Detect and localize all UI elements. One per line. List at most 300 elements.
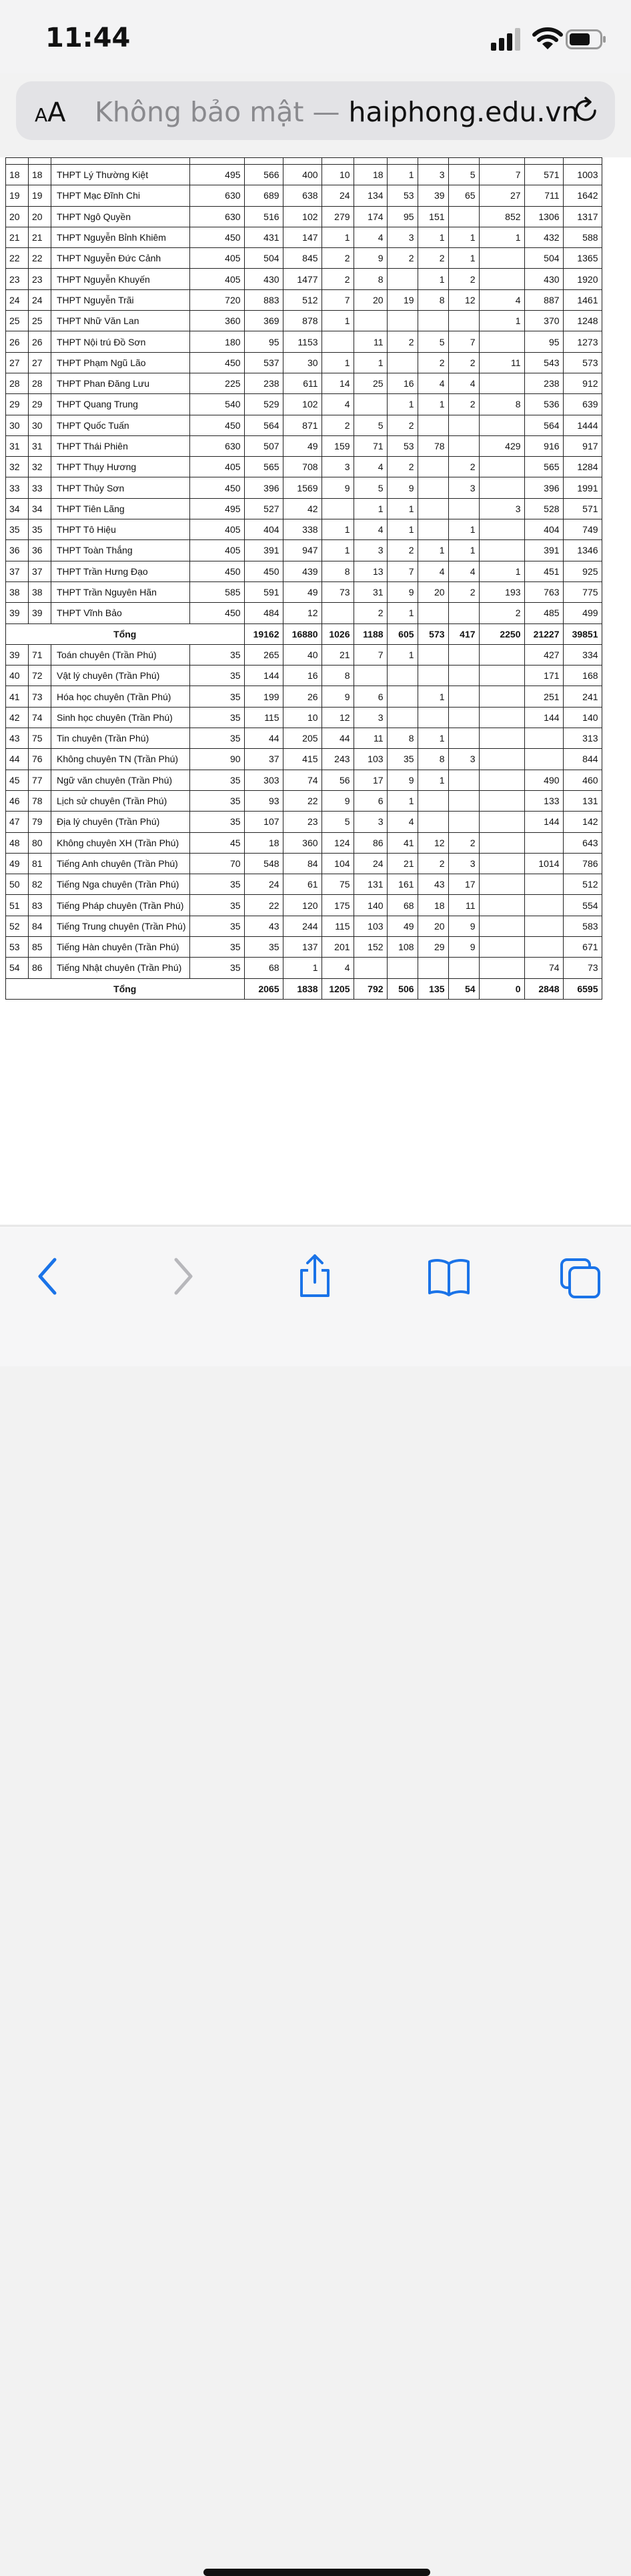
cell-c3: 1	[387, 394, 418, 415]
cell-tong1: 370	[524, 311, 563, 331]
cell-nv2: 40	[283, 644, 322, 665]
total-cell-tong2: 39851	[563, 623, 602, 644]
cell-tong1: 404	[524, 519, 563, 540]
cell-chi_tieu: 35	[189, 686, 244, 707]
cell-stt: 20	[6, 206, 29, 227]
cell-c5: 17	[448, 874, 479, 895]
cell-c1: 2	[322, 269, 354, 289]
cell-chi_tieu: 450	[189, 415, 244, 435]
cell-c6	[479, 666, 524, 686]
cell-c1: 14	[322, 373, 354, 393]
cell-c6: 8	[479, 394, 524, 415]
cell-stt: 42	[6, 707, 29, 728]
cell-nv2: 1	[283, 958, 322, 978]
cell-c4	[418, 603, 448, 623]
cell-c5	[448, 770, 479, 790]
cell-c2: 103	[354, 749, 387, 770]
url-domain: haiphong.edu.vn	[348, 96, 579, 128]
cell-c5: 12	[448, 289, 479, 310]
cell-c1	[322, 603, 354, 623]
table-row	[6, 248, 602, 269]
cell-c1: 124	[322, 832, 354, 853]
total-cell-c1: 1026	[322, 623, 354, 644]
cell-tong1: 396	[524, 477, 563, 498]
cell-c3: 1	[387, 790, 418, 811]
cell-ma: 36	[29, 540, 51, 561]
share-icon[interactable]	[295, 1253, 335, 1300]
cell-c2: 4	[354, 519, 387, 540]
cell-c4: 8	[418, 289, 448, 310]
cell-c1: 115	[322, 916, 354, 936]
table-row	[6, 331, 602, 352]
table-row	[6, 477, 602, 498]
table-row	[6, 958, 602, 978]
table-row	[6, 435, 602, 456]
cell-c6	[479, 832, 524, 853]
cell-tong1: 238	[524, 373, 563, 393]
cell-c1: 2	[322, 248, 354, 269]
cell-nv2: 10	[283, 707, 322, 728]
cell-c1: 73	[322, 581, 354, 602]
cell-c4	[418, 477, 448, 498]
cell-stt: 29	[6, 394, 29, 415]
total-cell-tong1: 2848	[524, 978, 563, 999]
cell-ten_truong: THPT Quang Trung	[51, 394, 190, 415]
reader-button[interactable]: AA	[35, 97, 66, 128]
cell-ma: 84	[29, 916, 51, 936]
table-row	[6, 707, 602, 728]
cell-nv1: 95	[244, 331, 283, 352]
cell-ten_truong: Hóa học chuyên (Trần Phú)	[51, 686, 190, 707]
cell-c2: 20	[354, 289, 387, 310]
cell-c4	[418, 790, 448, 811]
cell-c4: 151	[418, 206, 448, 227]
cell-ten_truong: THPT Nguyễn Bỉnh Khiêm	[51, 227, 190, 247]
cell-c4	[418, 498, 448, 519]
cell-c3: 9	[387, 581, 418, 602]
cell-c5	[448, 311, 479, 331]
cell-stt: 43	[6, 728, 29, 749]
cell-c6: 27	[479, 185, 524, 206]
cell-c2	[354, 666, 387, 686]
cell-chi_tieu: 35	[189, 770, 244, 790]
cell-c1: 201	[322, 936, 354, 957]
cell-tong1: 74	[524, 958, 563, 978]
cell-chi_tieu: 35	[189, 644, 244, 665]
cell-ma: 34	[29, 498, 51, 519]
cell-c5	[448, 603, 479, 623]
cell-tong2: 571	[563, 498, 602, 519]
cell-tong2: 131	[563, 790, 602, 811]
cell-ten_truong: THPT Mạc Đĩnh Chi	[51, 185, 190, 206]
cell-ma: 85	[29, 936, 51, 957]
cell-c5: 9	[448, 936, 479, 957]
cell-c5: 3	[448, 853, 479, 874]
cell-c3: 1	[387, 165, 418, 185]
reload-icon[interactable]	[570, 95, 602, 127]
cell-c3	[387, 707, 418, 728]
cell-tong2: 334	[563, 644, 602, 665]
cell-ten_truong: Tiếng Anh chuyên (Trần Phú)	[51, 853, 190, 874]
cell-c5: 65	[448, 185, 479, 206]
cell-ten_truong: Tiếng Nga chuyên (Trần Phú)	[51, 874, 190, 895]
battery-icon	[566, 29, 607, 49]
cell-chi_tieu: 405	[189, 269, 244, 289]
cell-c2: 131	[354, 874, 387, 895]
cell-ma: 31	[29, 435, 51, 456]
cell-nv2: 360	[283, 832, 322, 853]
table-row	[6, 311, 602, 331]
cell-nv1: 93	[244, 790, 283, 811]
cell-c4: 1	[418, 394, 448, 415]
total-cell-nv2: 16880	[283, 623, 322, 644]
cell-nv1: 265	[244, 644, 283, 665]
table-row	[6, 895, 602, 916]
cell-c3: 1	[387, 644, 418, 665]
cell-tong2: 460	[563, 770, 602, 790]
cell-c5	[448, 958, 479, 978]
total-row	[6, 978, 602, 999]
cell-c1: 2	[322, 415, 354, 435]
cell-tong2: 749	[563, 519, 602, 540]
cell-c6	[479, 457, 524, 477]
cell-c4: 1	[418, 227, 448, 247]
cell-tong2: 1642	[563, 185, 602, 206]
cell-tong2: 142	[563, 812, 602, 832]
cell-nv2: 512	[283, 289, 322, 310]
total-cell-c6: 2250	[479, 623, 524, 644]
cell-c1: 21	[322, 644, 354, 665]
cell-tong2: 554	[563, 895, 602, 916]
cell-c4	[418, 457, 448, 477]
cell-nv1: 37	[244, 749, 283, 770]
cell-ten_truong: Địa lý chuyên (Trần Phú)	[51, 812, 190, 832]
cell-tong2: 1248	[563, 311, 602, 331]
cell-c5	[448, 435, 479, 456]
cell-c5	[448, 812, 479, 832]
cell-stt: 24	[6, 289, 29, 310]
table-row	[6, 832, 602, 853]
cell-tong2: 1317	[563, 206, 602, 227]
cell-c5: 2	[448, 352, 479, 373]
table-row	[6, 812, 602, 832]
cell-ten_truong: Vật lý chuyên (Trần Phú)	[51, 666, 190, 686]
cell-c3: 108	[387, 936, 418, 957]
cell-tong1	[524, 874, 563, 895]
cell-tong1	[524, 832, 563, 853]
back-icon[interactable]	[28, 1253, 68, 1300]
cell-ma: 79	[29, 812, 51, 832]
cell-c3: 2	[387, 540, 418, 561]
cell-c5	[448, 790, 479, 811]
cell-nv1: 391	[244, 540, 283, 561]
cell-chi_tieu: 405	[189, 248, 244, 269]
cell-c6	[479, 936, 524, 957]
cell-ma: 18	[29, 165, 51, 185]
cell-c5: 2	[448, 394, 479, 415]
cell-nv1: 35	[244, 936, 283, 957]
cell-c1: 159	[322, 435, 354, 456]
cell-c6	[479, 853, 524, 874]
cell-chi_tieu: 540	[189, 394, 244, 415]
cell-tong1: 251	[524, 686, 563, 707]
cell-stt: 51	[6, 895, 29, 916]
cell-chi_tieu: 35	[189, 728, 244, 749]
cell-ten_truong: Sinh học chuyên (Trần Phú)	[51, 707, 190, 728]
cell-nv2: 878	[283, 311, 322, 331]
cell-ma: 75	[29, 728, 51, 749]
cell-c6	[479, 540, 524, 561]
total-cell-c1: 1205	[322, 978, 354, 999]
cell-tong1: 763	[524, 581, 563, 602]
total-cell-c2: 792	[354, 978, 387, 999]
cell-tong1: 504	[524, 248, 563, 269]
cell-c1: 8	[322, 561, 354, 581]
cell-chi_tieu: 45	[189, 832, 244, 853]
cell-nv1: 689	[244, 185, 283, 206]
cell-c2: 25	[354, 373, 387, 393]
cell-chi_tieu: 35	[189, 958, 244, 978]
cell-c4	[418, 707, 448, 728]
cell-stt: 28	[6, 373, 29, 393]
cell-c6	[479, 874, 524, 895]
cell-tong2: 844	[563, 749, 602, 770]
bookmarks-icon[interactable]	[427, 1253, 471, 1300]
cell-tong1: 133	[524, 790, 563, 811]
cell-ten_truong: Toán chuyên (Trần Phú)	[51, 644, 190, 665]
cell-tong1: 427	[524, 644, 563, 665]
total-cell-c4: 573	[418, 623, 448, 644]
cell-tong1	[524, 895, 563, 916]
cell-ten_truong: Ngữ văn chuyên (Trần Phú)	[51, 770, 190, 790]
cell-c2: 24	[354, 853, 387, 874]
cell-nv2: 49	[283, 435, 322, 456]
cell-tong2: 73	[563, 958, 602, 978]
cell-chi_tieu: 35	[189, 916, 244, 936]
cell-ma: 83	[29, 895, 51, 916]
cell-c3: 41	[387, 832, 418, 853]
document-view[interactable]	[0, 157, 631, 1224]
cell-ma: 28	[29, 373, 51, 393]
cell-nv1: 404	[244, 519, 283, 540]
table-row	[6, 561, 602, 581]
cell-tong1: 144	[524, 707, 563, 728]
cell-tong2: 786	[563, 853, 602, 874]
cell-chi_tieu: 405	[189, 457, 244, 477]
table-row	[6, 227, 602, 247]
table-row	[6, 185, 602, 206]
cell-chi_tieu: 180	[189, 331, 244, 352]
url-display[interactable]	[95, 96, 579, 128]
address-bar[interactable]	[16, 81, 615, 140]
cell-nv1: 22	[244, 895, 283, 916]
cell-nv1: 431	[244, 227, 283, 247]
cell-tong2: 1284	[563, 457, 602, 477]
table-row	[6, 644, 602, 665]
cell-c3: 53	[387, 435, 418, 456]
cell-nv1: 504	[244, 248, 283, 269]
cell-tong1: 490	[524, 770, 563, 790]
cell-chi_tieu: 405	[189, 540, 244, 561]
cell-c5: 2	[448, 581, 479, 602]
cell-c5	[448, 206, 479, 227]
cell-c3: 1	[387, 603, 418, 623]
cell-c2: 5	[354, 415, 387, 435]
cell-nv1: 68	[244, 958, 283, 978]
cell-nv1: 430	[244, 269, 283, 289]
not-secure-label: Không bảo mật —	[95, 96, 340, 128]
cell-c3	[387, 666, 418, 686]
cell-c6: 11	[479, 352, 524, 373]
cell-nv2: 74	[283, 770, 322, 790]
tabs-icon[interactable]	[559, 1253, 602, 1300]
cell-stt: 41	[6, 686, 29, 707]
cell-tong1	[524, 749, 563, 770]
cell-c1: 1	[322, 540, 354, 561]
cell-tong2: 1444	[563, 415, 602, 435]
cell-nv1: 527	[244, 498, 283, 519]
table-row	[6, 728, 602, 749]
cell-c1: 1	[322, 227, 354, 247]
cell-nv1: 484	[244, 603, 283, 623]
cell-c2: 2	[354, 603, 387, 623]
cell-ten_truong: THPT Phan Đăng Lưu	[51, 373, 190, 393]
cell-ten_truong: Không chuyên XH (Trần Phú)	[51, 832, 190, 853]
cell-ten_truong: THPT Quốc Tuấn	[51, 415, 190, 435]
cell-tong2: 1273	[563, 331, 602, 352]
cell-c4	[418, 311, 448, 331]
cell-c2: 140	[354, 895, 387, 916]
cell-nv1: 529	[244, 394, 283, 415]
table-row	[6, 603, 602, 623]
cell-ten_truong: THPT Nguyễn Khuyến	[51, 269, 190, 289]
cell-c6	[479, 331, 524, 352]
cell-chi_tieu: 450	[189, 603, 244, 623]
cell-c4	[418, 415, 448, 435]
cell-c5: 2	[448, 832, 479, 853]
cell-c4	[418, 644, 448, 665]
cell-c6	[479, 686, 524, 707]
cell-stt: 25	[6, 311, 29, 331]
cell-stt: 45	[6, 770, 29, 790]
cell-c1: 9	[322, 477, 354, 498]
cell-tong2: 775	[563, 581, 602, 602]
cell-tong1: 543	[524, 352, 563, 373]
cell-nv1: 199	[244, 686, 283, 707]
cell-tong1: 916	[524, 435, 563, 456]
cell-c1	[322, 498, 354, 519]
cell-tong2: 168	[563, 666, 602, 686]
cell-tong1	[524, 936, 563, 957]
cell-c6	[479, 519, 524, 540]
cell-c1: 9	[322, 686, 354, 707]
cell-stt: 33	[6, 477, 29, 498]
cell-c6: 1	[479, 561, 524, 581]
cell-c3	[387, 958, 418, 978]
cell-c3	[387, 352, 418, 373]
cell-ten_truong: Không chuyên TN (Trần Phú)	[51, 749, 190, 770]
cell-nv1: 883	[244, 289, 283, 310]
cell-ten_truong: Lịch sử chuyên (Trần Phú)	[51, 790, 190, 811]
cell-nv2: 102	[283, 394, 322, 415]
cell-nv2: 338	[283, 519, 322, 540]
cell-ten_truong: THPT Nguyễn Đức Cảnh	[51, 248, 190, 269]
cell-nv1: 238	[244, 373, 283, 393]
table-row	[6, 790, 602, 811]
total-cell-c3: 605	[387, 623, 418, 644]
cell-ma: 30	[29, 415, 51, 435]
cell-c6	[479, 916, 524, 936]
cell-c3: 35	[387, 749, 418, 770]
cell-chi_tieu: 630	[189, 435, 244, 456]
cell-c3	[387, 686, 418, 707]
total-cell-nv1: 2065	[244, 978, 283, 999]
cell-c3: 49	[387, 916, 418, 936]
cell-c3: 16	[387, 373, 418, 393]
cell-stt: 48	[6, 832, 29, 853]
cell-c6: 1	[479, 311, 524, 331]
table-row	[6, 415, 602, 435]
cell-tong2: 512	[563, 874, 602, 895]
cell-c4	[418, 812, 448, 832]
cell-ma: 80	[29, 832, 51, 853]
cell-c4: 78	[418, 435, 448, 456]
cell-c2: 103	[354, 916, 387, 936]
cell-tong1: 144	[524, 812, 563, 832]
cell-nv1: 565	[244, 457, 283, 477]
cell-nv1: 548	[244, 853, 283, 874]
cell-c6: 852	[479, 206, 524, 227]
cell-stt: 36	[6, 540, 29, 561]
cell-nv2: 147	[283, 227, 322, 247]
total-cell-nv2: 1838	[283, 978, 322, 999]
cell-nv2: 22	[283, 790, 322, 811]
cell-c2: 18	[354, 165, 387, 185]
cell-c5: 5	[448, 165, 479, 185]
cell-c2: 4	[354, 457, 387, 477]
cell-c5	[448, 498, 479, 519]
cell-chi_tieu: 630	[189, 206, 244, 227]
cell-stt: 32	[6, 457, 29, 477]
cell-c3: 2	[387, 457, 418, 477]
cell-c2: 71	[354, 435, 387, 456]
cell-c3: 4	[387, 812, 418, 832]
cell-c1: 104	[322, 853, 354, 874]
cell-stt: 21	[6, 227, 29, 247]
cell-chi_tieu: 495	[189, 498, 244, 519]
cell-stt: 23	[6, 269, 29, 289]
forward-icon[interactable]	[163, 1253, 203, 1300]
cell-stt: 46	[6, 790, 29, 811]
cell-tong1: 564	[524, 415, 563, 435]
cell-tong1: 432	[524, 227, 563, 247]
cell-tong2: 140	[563, 707, 602, 728]
cell-nv2: 638	[283, 185, 322, 206]
cell-ten_truong: THPT Tiên Lãng	[51, 498, 190, 519]
cell-c6	[479, 707, 524, 728]
cell-tong1	[524, 916, 563, 936]
cell-chi_tieu: 90	[189, 749, 244, 770]
cell-tong2: 925	[563, 561, 602, 581]
cell-ma: 38	[29, 581, 51, 602]
cell-tong1: 391	[524, 540, 563, 561]
cell-c3: 2	[387, 331, 418, 352]
results-table	[5, 157, 602, 1000]
cell-c6: 7	[479, 165, 524, 185]
cell-ten_truong: THPT Trần Hưng Đạo	[51, 561, 190, 581]
cell-tong2: 639	[563, 394, 602, 415]
cell-c4	[418, 519, 448, 540]
